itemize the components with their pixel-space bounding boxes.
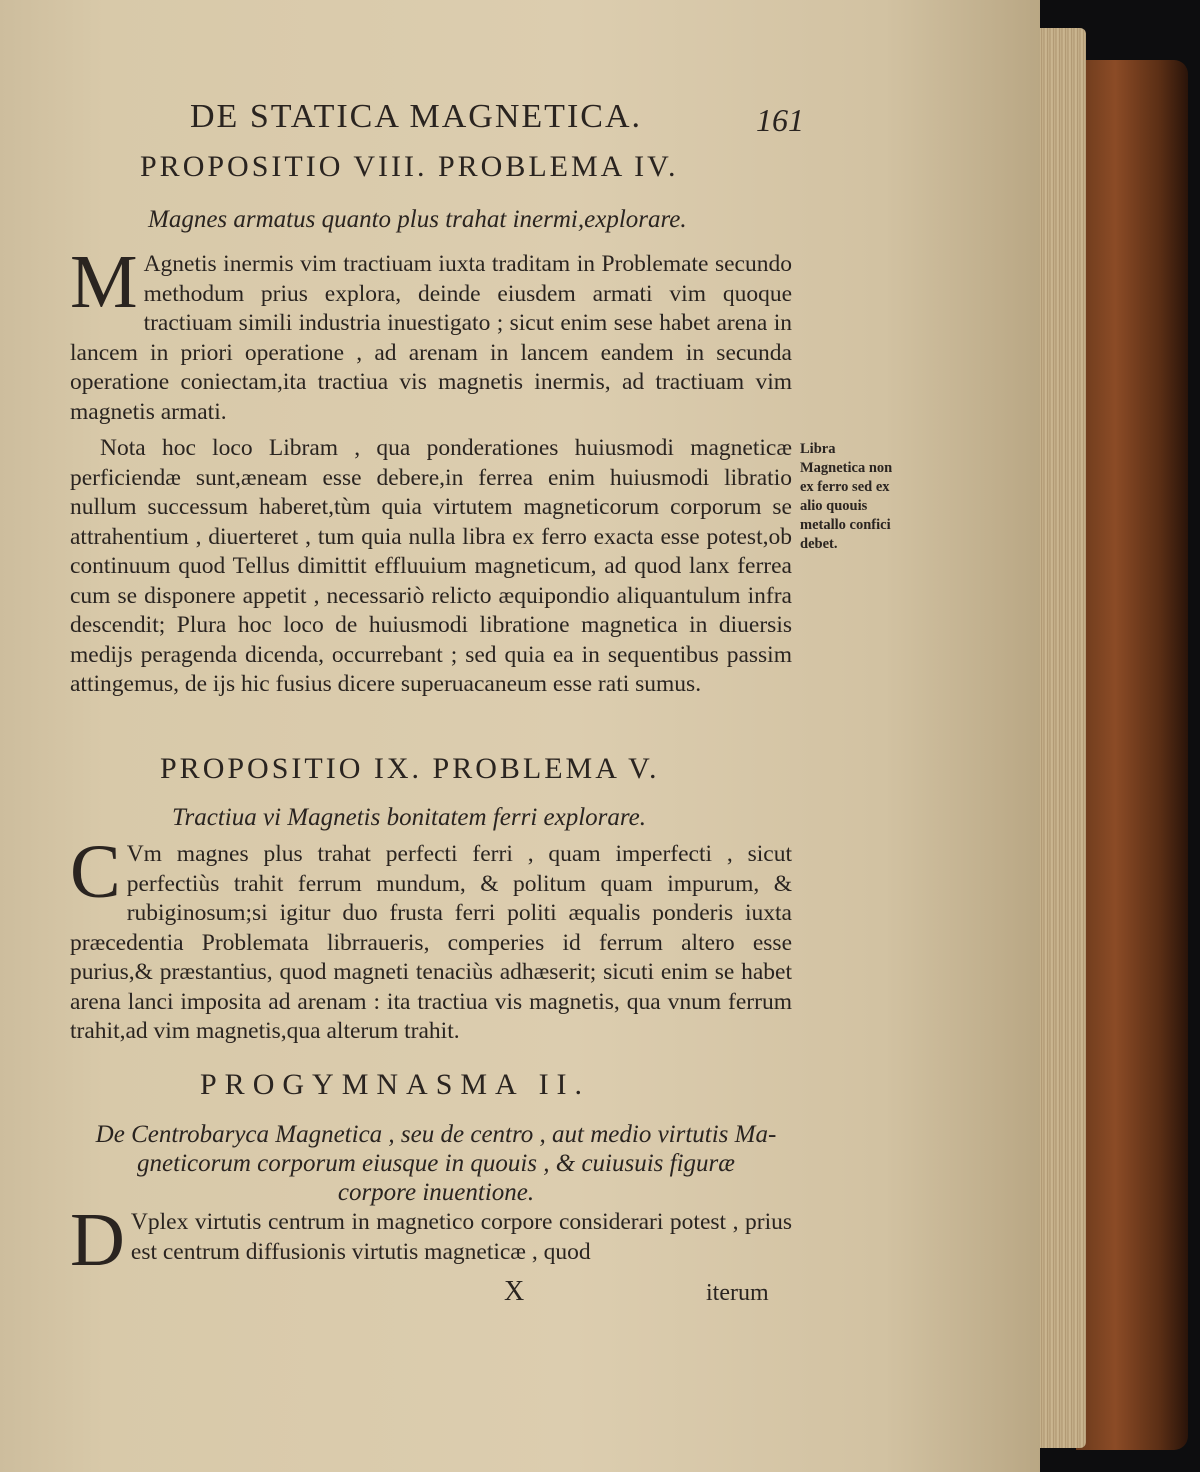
proposition-9-paragraph (70, 830, 792, 1047)
proposition-9-paragraph-text: Vm magnes plus trahat perfecti ferri , quam imperfecti , sicut perfectiùs trahit ferrum mundum, & politum quam impurum, & rubiginosum;si igitur duo frusta ferri politi æqualis ponderis iuxta præcedentia Problemata librraueris, comperies id ferrum altero esse purius,& præstantius, quod magneti tenaciùs adhæserit; sicuti enim se habet arena lanci imposita ad arenam : ita tractiua vis magnetis, qua vnum ferrum trahit,ad vim magnetis,qua alterum trahit. (70, 841, 792, 1044)
progymnasma-subheading-line-3: corpore inuentione. (337, 1179, 535, 1206)
proposition-8-paragraph-1 (70, 240, 792, 427)
progymnasma-heading: PROGYMNASMA II. (200, 1068, 591, 1101)
signature-mark: X (504, 1276, 525, 1307)
page-number: 161 (756, 102, 804, 138)
catchword: iterum (706, 1280, 769, 1306)
progymnasma-subheading-line-1: De Centrobaryca Magnetica , seu de centro , aut medio virtutis Ma- (95, 1121, 777, 1148)
progymnasma-subheading (80, 1120, 792, 1207)
progymnasma-paragraph-text: Vplex virtutis centrum in magnetico corpore considerari potest , prius est centrum diffusionis virtutis magneticæ , quod (130, 1209, 792, 1265)
dropcap-d: D (70, 1198, 125, 1282)
book-cover (1076, 60, 1188, 1450)
progymnasma-paragraph (70, 1198, 792, 1282)
proposition-8-heading: PROPOSITIO VIII. PROBLEMA IV. (140, 150, 679, 183)
proposition-8-paragraph-1-text: Agnetis inermis vim tractiuam iuxta traditam in Problemate secundo methodum prius explora, deinde eiusdem armati vim quoque tractiuam simili industria inuestigato ; sicut enim sese habet arena in lancem in priori operatione , ad arenam in lancem eandem in secunda operatione coniectam,ita tractiua vis magnetis inermis, ad tractiuam vim magnetis armati. (70, 251, 792, 425)
progymnasma-subheading-line-2: gneticorum corporum eiusque in quouis , & cuiusuis figuræ (137, 1150, 735, 1177)
proposition-9-subheading: Tractiua vi Magnetis bonitatem ferri explorare. (172, 804, 647, 831)
dropcap-c: C (70, 830, 121, 914)
margin-note: Libra Magnetica non ex ferro sed ex alio quouis metallo confici debet. (800, 441, 893, 552)
proposition-8-paragraph-2: Nota hoc loco Libram , qua ponderationes huiusmodi magneticæ perficiendæ sunt,æneam esse debere,in ferrea enim huiusmodi libratio nullum successum haberet,tùm quia virtutem magneticorum corporum se attrahentium , diuerteret , tum quia nulla libra ex ferro exacta esse potest,ob continuum quod Tellus dimittit effluuium magneticum, ad quod lanx ferrea cum se disponere appetit , necessariò relicto æquipondio aliquantulum infra descendit; Plura hoc loco de huiusmodi libratione magnetica in diuersis medijs peragenda dicenda, occurrebant ; sed quia ea in sequentibus passim attingemus, de ijs hic fusius dicere superuacaneum esse rati sumus. (70, 435, 792, 697)
dropcap-m: M (70, 240, 138, 324)
proposition-8-subheading: Magnes armatus quanto plus trahat inermi,explorare. (148, 206, 687, 233)
running-head: DE STATICA MAGNETICA. (190, 98, 642, 135)
proposition-9-heading: PROPOSITIO IX. PROBLEMA V. (160, 752, 660, 785)
